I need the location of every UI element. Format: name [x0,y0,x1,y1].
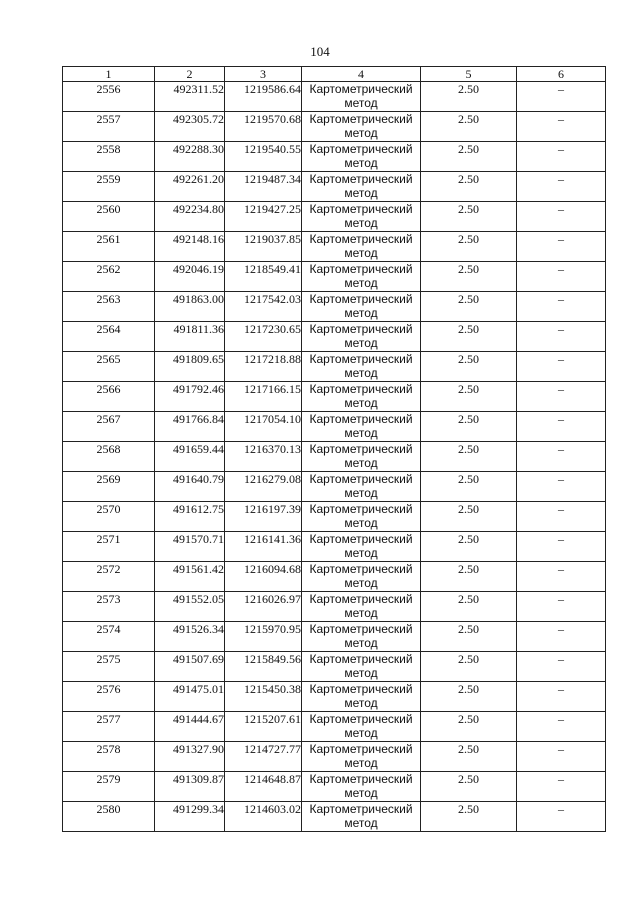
method-text-line1: Картометрический [309,82,413,96]
accuracy-cell: 2.50 [421,532,517,562]
note-cell: – [517,82,606,112]
method-cell [302,682,421,712]
note-cell: – [517,172,606,202]
method-text-line1: Картометрический [309,472,413,486]
table-row [63,802,606,832]
x-coordinate-cell: 492311.52 [155,82,225,112]
accuracy-cell: 2.50 [421,322,517,352]
coordinates-table [62,66,606,832]
method-cell [302,562,421,592]
method-text-line2: метод [344,396,378,410]
y-coordinate-cell: 1216370.13 [225,442,302,472]
note-cell: – [517,622,606,652]
method-text-line1: Картометрический [309,682,413,696]
table-row [63,622,606,652]
x-coordinate-cell: 491570.71 [155,532,225,562]
point-number-cell: 2579 [63,772,155,802]
header-col-2: 2 [155,67,225,82]
point-number-cell: 2571 [63,532,155,562]
method-text-line2: метод [344,426,378,440]
x-coordinate-cell: 491811.36 [155,322,225,352]
point-number-cell: 2580 [63,802,155,832]
accuracy-cell: 2.50 [421,142,517,172]
note-cell: – [517,112,606,142]
table-row [63,232,606,262]
method-text-line2: метод [344,546,378,560]
note-cell: – [517,532,606,562]
note-cell: – [517,202,606,232]
accuracy-cell: 2.50 [421,172,517,202]
method-text-line2: метод [344,216,378,230]
method-cell [302,112,421,142]
y-coordinate-cell: 1218549.41 [225,262,302,292]
method-text-line1: Картометрический [309,742,413,756]
point-number-cell: 2576 [63,682,155,712]
method-text-line1: Картометрический [309,382,413,396]
accuracy-cell: 2.50 [421,802,517,832]
table-row [63,772,606,802]
x-coordinate-cell: 491640.79 [155,472,225,502]
header-col-1: 1 [63,67,155,82]
point-number-cell: 2564 [63,322,155,352]
method-text-line1: Картометрический [309,412,413,426]
y-coordinate-cell: 1215450.38 [225,682,302,712]
accuracy-cell: 2.50 [421,502,517,532]
point-number-cell: 2567 [63,412,155,442]
method-text-line1: Картометрический [309,622,413,636]
table-body [63,82,606,832]
note-cell: – [517,352,606,382]
x-coordinate-cell: 491809.65 [155,352,225,382]
method-cell [302,322,421,352]
table-row [63,202,606,232]
accuracy-cell: 2.50 [421,412,517,442]
method-cell [302,232,421,262]
note-cell: – [517,652,606,682]
y-coordinate-cell: 1216141.36 [225,532,302,562]
note-cell: – [517,442,606,472]
method-text-line1: Картометрический [309,592,413,606]
table-row [63,652,606,682]
x-coordinate-cell: 491526.34 [155,622,225,652]
method-text-line2: метод [344,126,378,140]
accuracy-cell: 2.50 [421,232,517,262]
accuracy-cell: 2.50 [421,622,517,652]
accuracy-cell: 2.50 [421,202,517,232]
method-text-line1: Картометрический [309,112,413,126]
method-cell [302,592,421,622]
note-cell: – [517,412,606,442]
table-row [63,112,606,142]
method-text-line1: Картометрический [309,142,413,156]
point-number-cell: 2563 [63,292,155,322]
accuracy-cell: 2.50 [421,442,517,472]
table-row [63,472,606,502]
accuracy-cell: 2.50 [421,472,517,502]
method-text-line2: метод [344,486,378,500]
note-cell: – [517,382,606,412]
method-text-line2: метод [344,246,378,260]
x-coordinate-cell: 491475.01 [155,682,225,712]
method-text-line1: Картометрический [309,772,413,786]
method-text-line2: метод [344,366,378,380]
x-coordinate-cell: 492261.20 [155,172,225,202]
x-coordinate-cell: 491561.42 [155,562,225,592]
table-header [63,67,606,82]
note-cell: – [517,772,606,802]
x-coordinate-cell: 491766.84 [155,412,225,442]
point-number-cell: 2561 [63,232,155,262]
method-cell [302,412,421,442]
method-cell [302,472,421,502]
table-row [63,352,606,382]
header-col-3: 3 [225,67,302,82]
accuracy-cell: 2.50 [421,262,517,292]
method-text-line2: метод [344,306,378,320]
table-row [63,292,606,322]
x-coordinate-cell: 491659.44 [155,442,225,472]
method-cell [302,202,421,232]
accuracy-cell: 2.50 [421,712,517,742]
method-text-line2: метод [344,696,378,710]
method-cell [302,742,421,772]
point-number-cell: 2577 [63,712,155,742]
method-text-line2: метод [344,606,378,620]
accuracy-cell: 2.50 [421,772,517,802]
point-number-cell: 2572 [63,562,155,592]
y-coordinate-cell: 1219586.64 [225,82,302,112]
x-coordinate-cell: 491863.00 [155,292,225,322]
method-text-line2: метод [344,156,378,170]
method-cell [302,442,421,472]
x-coordinate-cell: 492305.72 [155,112,225,142]
accuracy-cell: 2.50 [421,682,517,712]
header-col-6: 6 [517,67,606,82]
x-coordinate-cell: 492288.30 [155,142,225,172]
y-coordinate-cell: 1216094.68 [225,562,302,592]
table-row [63,262,606,292]
method-text-line2: метод [344,816,378,830]
x-coordinate-cell: 492148.16 [155,232,225,262]
method-text-line1: Картометрический [309,802,413,816]
method-text-line1: Картометрический [309,322,413,336]
method-text-line2: метод [344,576,378,590]
table-row [63,412,606,442]
note-cell: – [517,592,606,622]
point-number-cell: 2560 [63,202,155,232]
accuracy-cell: 2.50 [421,82,517,112]
method-cell [302,652,421,682]
method-text-line2: метод [344,336,378,350]
method-text-line1: Картометрический [309,172,413,186]
x-coordinate-cell: 491327.90 [155,742,225,772]
method-text-line1: Картометрический [309,712,413,726]
y-coordinate-cell: 1219570.68 [225,112,302,142]
note-cell: – [517,322,606,352]
method-text-line2: метод [344,186,378,200]
method-text-line1: Картометрический [309,442,413,456]
table-row [63,172,606,202]
header-col-5: 5 [421,67,517,82]
y-coordinate-cell: 1214727.77 [225,742,302,772]
method-cell [302,352,421,382]
method-cell [302,712,421,742]
point-number-cell: 2557 [63,112,155,142]
note-cell: – [517,802,606,832]
method-cell [302,292,421,322]
table-row [63,442,606,472]
point-number-cell: 2578 [63,742,155,772]
point-number-cell: 2573 [63,592,155,622]
note-cell: – [517,142,606,172]
table-row [63,742,606,772]
table-row [63,592,606,622]
y-coordinate-cell: 1216279.08 [225,472,302,502]
point-number-cell: 2562 [63,262,155,292]
point-number-cell: 2565 [63,352,155,382]
x-coordinate-cell: 491507.69 [155,652,225,682]
y-coordinate-cell: 1219487.34 [225,172,302,202]
x-coordinate-cell: 491299.34 [155,802,225,832]
accuracy-cell: 2.50 [421,592,517,622]
note-cell: – [517,232,606,262]
y-coordinate-cell: 1217054.10 [225,412,302,442]
note-cell: – [517,292,606,322]
point-number-cell: 2556 [63,82,155,112]
table-row [63,532,606,562]
method-text-line2: метод [344,516,378,530]
note-cell: – [517,712,606,742]
y-coordinate-cell: 1215970.95 [225,622,302,652]
table-row [63,502,606,532]
accuracy-cell: 2.50 [421,112,517,142]
method-cell [302,262,421,292]
header-col-4: 4 [302,67,421,82]
point-number-cell: 2568 [63,442,155,472]
method-text-line1: Картометрический [309,262,413,276]
method-cell [302,142,421,172]
method-text-line2: метод [344,786,378,800]
method-text-line1: Картометрический [309,202,413,216]
method-cell [302,502,421,532]
method-text-line1: Картометрический [309,502,413,516]
method-cell [302,382,421,412]
y-coordinate-cell: 1217230.65 [225,322,302,352]
table-row [63,82,606,112]
table-row [63,322,606,352]
point-number-cell: 2559 [63,172,155,202]
y-coordinate-cell: 1215849.56 [225,652,302,682]
point-number-cell: 2570 [63,502,155,532]
x-coordinate-cell: 491792.46 [155,382,225,412]
method-text-line1: Картометрический [309,532,413,546]
accuracy-cell: 2.50 [421,562,517,592]
method-text-line1: Картометрический [309,292,413,306]
table-row [63,682,606,712]
x-coordinate-cell: 491552.05 [155,592,225,622]
method-cell [302,82,421,112]
note-cell: – [517,472,606,502]
note-cell: – [517,262,606,292]
note-cell: – [517,742,606,772]
method-text-line2: метод [344,276,378,290]
y-coordinate-cell: 1217218.88 [225,352,302,382]
accuracy-cell: 2.50 [421,382,517,412]
method-text-line2: метод [344,756,378,770]
accuracy-cell: 2.50 [421,652,517,682]
y-coordinate-cell: 1219427.25 [225,202,302,232]
accuracy-cell: 2.50 [421,352,517,382]
method-text-line1: Картометрический [309,232,413,246]
point-number-cell: 2566 [63,382,155,412]
point-number-cell: 2574 [63,622,155,652]
y-coordinate-cell: 1216197.39 [225,502,302,532]
accuracy-cell: 2.50 [421,742,517,772]
method-text-line1: Картометрический [309,562,413,576]
y-coordinate-cell: 1215207.61 [225,712,302,742]
method-text-line2: метод [344,636,378,650]
accuracy-cell: 2.50 [421,292,517,322]
y-coordinate-cell: 1219540.55 [225,142,302,172]
method-text-line1: Картометрический [309,652,413,666]
point-number-cell: 2558 [63,142,155,172]
table-row [63,562,606,592]
point-number-cell: 2569 [63,472,155,502]
method-cell [302,622,421,652]
x-coordinate-cell: 491612.75 [155,502,225,532]
method-cell [302,772,421,802]
method-cell [302,172,421,202]
y-coordinate-cell: 1214648.87 [225,772,302,802]
method-text-line2: метод [344,726,378,740]
method-cell [302,532,421,562]
header-row [63,67,606,82]
method-cell [302,802,421,832]
point-number-cell: 2575 [63,652,155,682]
table-row [63,142,606,172]
method-text-line2: метод [344,456,378,470]
x-coordinate-cell: 491309.87 [155,772,225,802]
y-coordinate-cell: 1216026.97 [225,592,302,622]
y-coordinate-cell: 1219037.85 [225,232,302,262]
note-cell: – [517,502,606,532]
y-coordinate-cell: 1217542.03 [225,292,302,322]
x-coordinate-cell: 492046.19 [155,262,225,292]
method-text-line1: Картометрический [309,352,413,366]
method-text-line2: метод [344,666,378,680]
note-cell: – [517,682,606,712]
table-row [63,382,606,412]
y-coordinate-cell: 1214603.02 [225,802,302,832]
x-coordinate-cell: 492234.80 [155,202,225,232]
note-cell: – [517,562,606,592]
method-text-line2: метод [344,96,378,110]
table-row [63,712,606,742]
page-number: 104 [310,44,330,59]
x-coordinate-cell: 491444.67 [155,712,225,742]
y-coordinate-cell: 1217166.15 [225,382,302,412]
